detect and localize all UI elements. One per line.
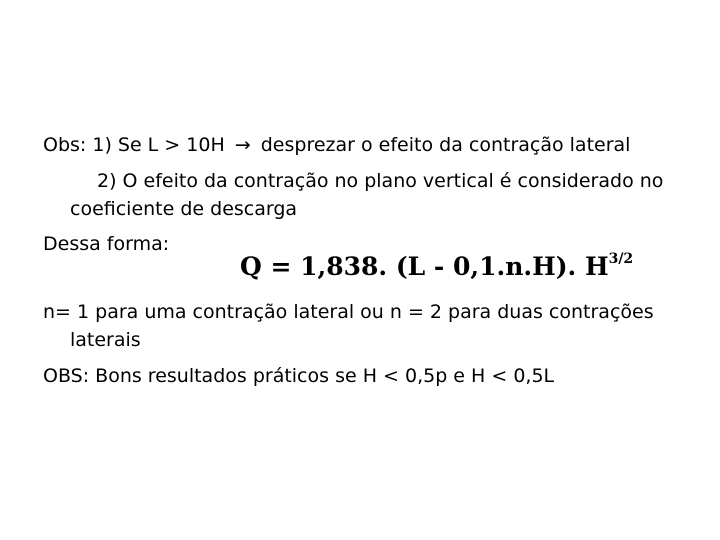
arrow-right-icon: →	[234, 134, 251, 156]
formula-exponent: 3/2	[608, 251, 634, 267]
obs-line-3: coeficiente de descarga	[70, 198, 298, 220]
n-definition-line-1: n= 1 para uma contração lateral ou n = 2 para duas contrações	[43, 301, 654, 323]
obs-line-1	[43, 133, 630, 157]
obs-line-2: 2) O efeito da contração no plano vertical é considerado no	[97, 170, 664, 192]
obs-line-1-end: desprezar o efeito da contração lateral	[260, 134, 631, 156]
obs-line-1-start: Obs: 1) Se L > 10H	[43, 134, 225, 156]
discharge-formula	[240, 244, 633, 282]
formula-main: Q = 1,838. (L - 0,1.n.H). H	[240, 252, 609, 281]
dessa-forma-label: Dessa forma:	[43, 233, 170, 255]
obs-final-line: OBS: Bons resultados práticos se H < 0,5p e H < 0,5L	[43, 365, 555, 387]
n-definition-line-2: laterais	[70, 329, 141, 351]
